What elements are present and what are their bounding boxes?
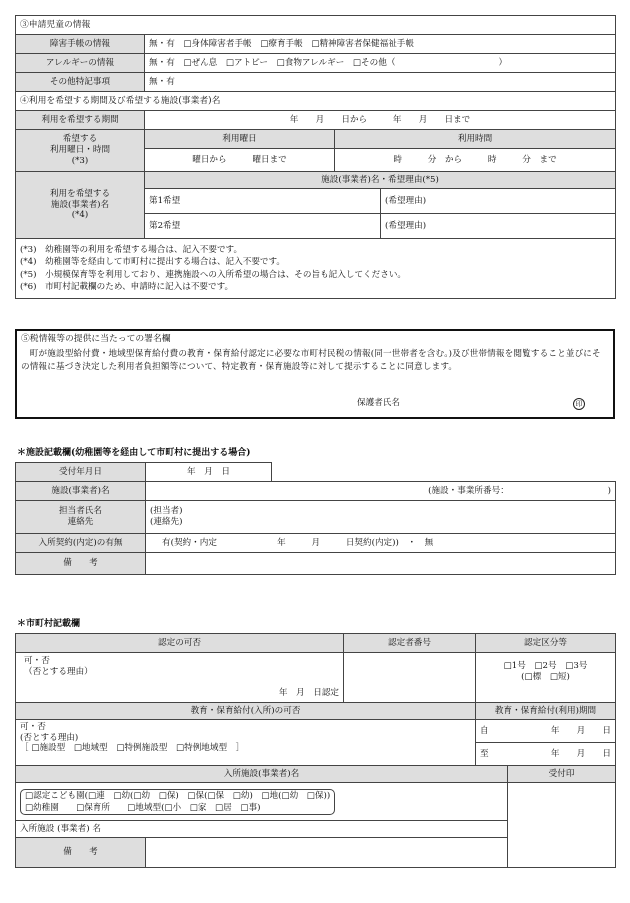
footnotes	[16, 239, 616, 299]
footnote-3: (*3) 幼稚園等の利用を希望する場合は、記入不要です。	[20, 245, 243, 256]
received-date-field[interactable]: 年 月 日	[146, 463, 272, 482]
other-notes-label: その他特記事項	[16, 73, 145, 92]
approver-number-header: 認定者番号	[344, 634, 476, 653]
section-3-title: ③申請児童の情報	[16, 16, 616, 35]
benefit-period-header: 教育・保育給付(利用)期間	[476, 703, 616, 720]
contract-label: 入所契約(内定)の有無	[16, 534, 146, 553]
facility-header: 施設(事業者)名・希望理由(*5)	[145, 172, 616, 189]
municipal-remarks-field[interactable]	[146, 838, 508, 868]
section-4-title: ④利用を希望する期間及び希望する施設(事業者)名	[16, 92, 616, 111]
facility-name-label: 施設(事業者)名	[16, 482, 146, 501]
facility-remarks-label: 備 考	[16, 553, 146, 575]
facility-section-table	[15, 462, 616, 575]
time-field[interactable]: 時 分 から 時 分 まで	[335, 149, 616, 172]
consent-text: 町が施設型給付費・地域型保育給付費の教育・保育給付認定に必要な市町村民税の情報(同一世帯者を含む。)及び世帯情報を閲覧すること並びにその情報に基づき決定した利用者負担額等について、特定教育・保育施設等に対して提示することに同意します。	[21, 348, 601, 372]
allergy-field[interactable]: 無・有 □ぜん息 □アトピー □食物アレルギー □その他（ ）	[145, 54, 616, 73]
category-header: 認定区分等	[476, 634, 616, 653]
handbook-field[interactable]: 無・有 □身体障害者手帳 □療育手帳 □精神障害者保健福祉手帳	[145, 35, 616, 54]
weekday-field[interactable]: 曜日から 曜日まで	[145, 149, 335, 172]
footnote-4: (*4) 幼稚園等を経由して市町村に提出する場合は、記入不要です。	[20, 257, 286, 268]
approver-number-field[interactable]	[344, 653, 476, 703]
facility-section-heading: ＊施設記載欄(幼稚園等を経由して市町村に提出する場合)	[17, 448, 251, 458]
received-date-label: 受付年月日	[16, 463, 146, 482]
section-5-title: ⑤税情報等の提供に当たっての署名欄	[21, 334, 171, 344]
category-field[interactable]: □1号 □2号 □3号 (□標 □短)	[476, 653, 616, 703]
approval-field[interactable]: 可・否 （否とする理由） 年 月 日認定	[16, 653, 344, 703]
allergy-label: アレルギーの情報	[16, 54, 145, 73]
municipal-section-heading: ＊市町村記載欄	[17, 619, 81, 629]
admission-facility-header: 入所施設(事業者)名	[16, 766, 508, 783]
staff-field[interactable]: (担当者) (連絡先)	[146, 501, 616, 534]
time-header: 利用時間	[335, 130, 616, 149]
staff-label: 担当者氏名 連絡先	[16, 501, 146, 534]
tax-consent-box	[15, 329, 615, 419]
approval-header: 認定の可否	[16, 634, 344, 653]
period-label: 利用を希望する期間	[16, 111, 145, 130]
choice-2-name-field[interactable]: 第2希望	[145, 214, 381, 239]
education-approval-header: 教育・保育給付(入所)の可否	[16, 703, 476, 720]
choice-1-name-field[interactable]: 第1希望	[145, 189, 381, 214]
facility-label: 利用を希望する 施設(事業者)名 (*4)	[16, 172, 145, 239]
seal-icon: 印	[573, 398, 585, 410]
weekday-time-label: 希望する 利用曜日・時間 (*3)	[16, 130, 145, 172]
period-field[interactable]: 年 月 日から 年 月 日まで	[145, 111, 616, 130]
application-form-table	[15, 15, 616, 299]
facility-remarks-field[interactable]	[146, 553, 616, 575]
other-notes-field[interactable]: 無・有	[145, 73, 616, 92]
receipt-stamp-header: 受付印	[508, 766, 616, 783]
facility-name-field[interactable]: (施設・事業所番号： )	[146, 482, 616, 501]
footnote-5: (*5) 小規模保育等を利用しており、連携施設への入所希望の場合は、その旨も記入してください。	[20, 269, 407, 280]
education-approval-field[interactable]: 可・否 (否とする理由) ［ □施設型 □地域型 □特例施設型 □特例地域型 ］	[16, 720, 476, 766]
municipal-remarks-label: 備 考	[16, 838, 146, 868]
receipt-stamp-area[interactable]	[508, 783, 616, 868]
period-from-field[interactable]: 自 年 月 日	[476, 720, 616, 743]
contract-field[interactable]: 有(契約・内定 年 月 日契約(内定)) ・ 無	[146, 534, 616, 553]
admission-options-bracket: □認定こども園(□連 □幼(□幼 □保) □保(□保 □幼) □地(□幼 □保)) □幼稚園 □保育所 □地域型(□小 □家 □居 □事)	[20, 789, 335, 815]
period-to-field[interactable]: 至 年 月 日	[476, 743, 616, 766]
choice-2-reason-field[interactable]: (希望理由)	[381, 214, 616, 239]
weekday-header: 利用曜日	[145, 130, 335, 149]
choice-1-reason-field[interactable]: (希望理由)	[381, 189, 616, 214]
footnote-6: (*6) 市町村記載欄のため、申請時に記入は不要です。	[20, 281, 234, 292]
handbook-label: 障害手帳の情報	[16, 35, 145, 54]
admission-options-field[interactable]	[16, 783, 508, 821]
municipal-section-table	[15, 633, 616, 868]
admission-facility-name-field[interactable]: 入所施設 (事業者) 名	[16, 821, 508, 838]
guardian-name-label: 保護者氏名	[357, 398, 400, 408]
